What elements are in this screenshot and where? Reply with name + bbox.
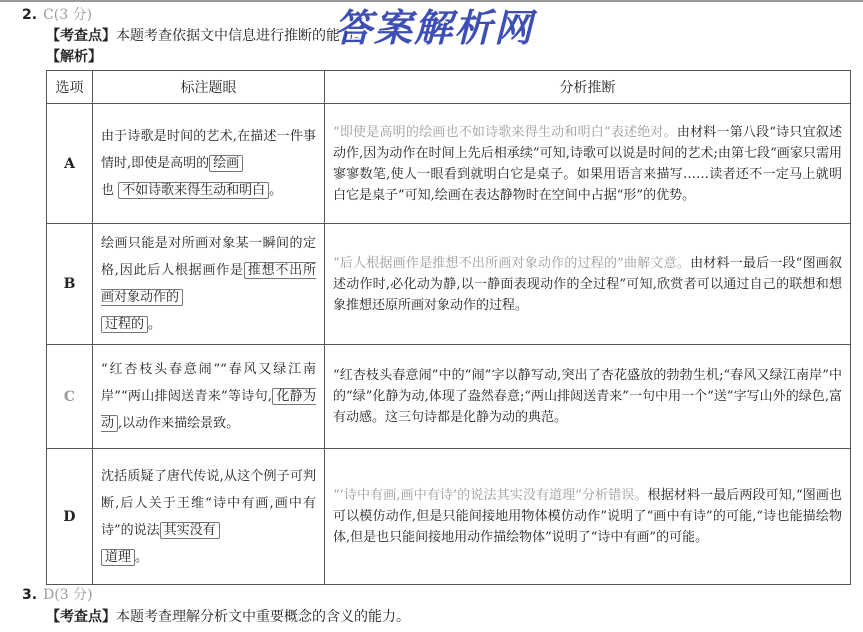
eye-text: 绘画只能是对所画对象某一瞬间的定格,因此后人根据画作是 (101, 236, 316, 278)
eye-text: 由于诗歌是时间的艺术,在描述一件事情时,即使是高明的 (101, 129, 316, 171)
point-text: 本题考查理解分析文中重要概念的含义的能力。 (116, 609, 410, 625)
eye-highlight: 不如诗歌来得生动和明白 (118, 182, 269, 199)
eye-cell (93, 104, 325, 224)
table-row (47, 449, 851, 585)
eye-text: 。 (148, 317, 162, 332)
table-header-row (47, 71, 851, 104)
question-answer: C(3 分) (43, 7, 93, 23)
eye-text: 。 (135, 549, 149, 565)
eye-cell (93, 449, 325, 585)
eye-text: “红杏枝头春意闹”“春风又绿江南岸”“两山排闼送青来”等诗句, (101, 362, 316, 404)
eye-highlight: 过程的 (101, 316, 148, 333)
question-2-header (22, 6, 92, 24)
analysis-text: 根据材料一最后两段可知,“图画也可以模仿动作,但是只能间接地用物体模仿动作”说明了“画中有诗”的可能,“诗也能描绘物体,但是也只能间接地用动作描绘物体”说明了“诗中有画”的可能。 (333, 488, 842, 545)
question-3-header (22, 586, 93, 604)
eye-text: 也 (101, 183, 115, 198)
analysis-quote: “即使是高明的绘画也不如诗歌来得生动和明白”表述绝对。 (333, 124, 677, 140)
analysis-cell (325, 345, 851, 449)
question-number: 2. (22, 7, 38, 23)
eye-highlight: 化静为动 (101, 389, 316, 431)
header-eye: 标注题眼 (93, 71, 325, 104)
analysis-tag (46, 48, 102, 66)
point-tag: 【考查点】 (46, 609, 116, 625)
analysis-quote: “‘诗中有画,画中有诗’的说法其实没有道理”分析错误。 (333, 488, 648, 503)
analysis-quote: “后人根据画作是推想不出所画对象动作的过程的”曲解文意。 (333, 255, 691, 271)
eye-text: 。 (269, 183, 283, 198)
analysis-table (46, 70, 851, 585)
eye-highlight: 推想不出所画对象动作的 (101, 263, 316, 305)
top-rule (0, 0, 863, 2)
eye-highlight: 其实没有 (160, 522, 220, 539)
eye-text: 沈括质疑了唐代传说,从这个例子可判断,后人关于王维“诗中有画,画中有诗”的说法 (101, 468, 316, 538)
option-label: B (47, 224, 93, 345)
header-analysis: 分析推断 (325, 71, 851, 104)
point-text: 本题考查依据文中信息进行推断的能力。 (116, 28, 368, 44)
analysis-text: “红杏枝头春意闹”中的“闹”字以静写动,突出了杏花盛放的勃勃生机;“春风又绿江南岸”中的“绿”化静为动,体现了盎然春意;“两山排闼送青来”一句中用一个“送”字写山外的绿色,富有动感。这三句诗都是化静为动的典范。 (333, 368, 842, 425)
analysis-text: 由材料一第八段“诗只宜叙述动作,因为动作在时间上先后相承续”可知,诗歌可以说是时间的艺术;由第七段“画家只需用寥寥数笔,使人一眼看到就明白它是桌子。如果用语言来描写……读者还不一定马上就明白它是桌子”可知,绘画在表达静物时在空间中占据“形”的优势。 (333, 124, 842, 203)
question-answer: D(3 分) (43, 587, 93, 603)
table-row (47, 224, 851, 345)
option-label: C (47, 345, 93, 449)
table-row (47, 104, 851, 224)
eye-cell (93, 224, 325, 345)
watermark-logo: 答案解析网 (334, 5, 535, 50)
question-3-point (46, 608, 410, 626)
table-row (47, 345, 851, 449)
eye-text: ,以动作来描绘景致。 (118, 416, 240, 431)
analysis-cell (325, 449, 851, 585)
option-label: D (47, 449, 93, 585)
analysis-text: 由材料一最后一段“图画叙述动作时,必化动为静,以一静面表现动作的全过程”可知,欣赏者可以通过自己的联想和想象推想还原所画对象动作的过程。 (333, 255, 842, 313)
question-2-point (46, 27, 368, 45)
eye-highlight: 道理 (101, 549, 135, 566)
analysis-cell (325, 224, 851, 345)
eye-highlight: 绘画 (209, 155, 243, 172)
header-option: 选项 (47, 71, 93, 104)
analysis-cell (325, 104, 851, 224)
point-tag: 【考查点】 (46, 28, 116, 44)
question-number: 3. (22, 587, 38, 603)
option-label: A (47, 104, 93, 224)
eye-cell (93, 345, 325, 449)
analysis-tag-label: 【解析】 (46, 49, 102, 65)
